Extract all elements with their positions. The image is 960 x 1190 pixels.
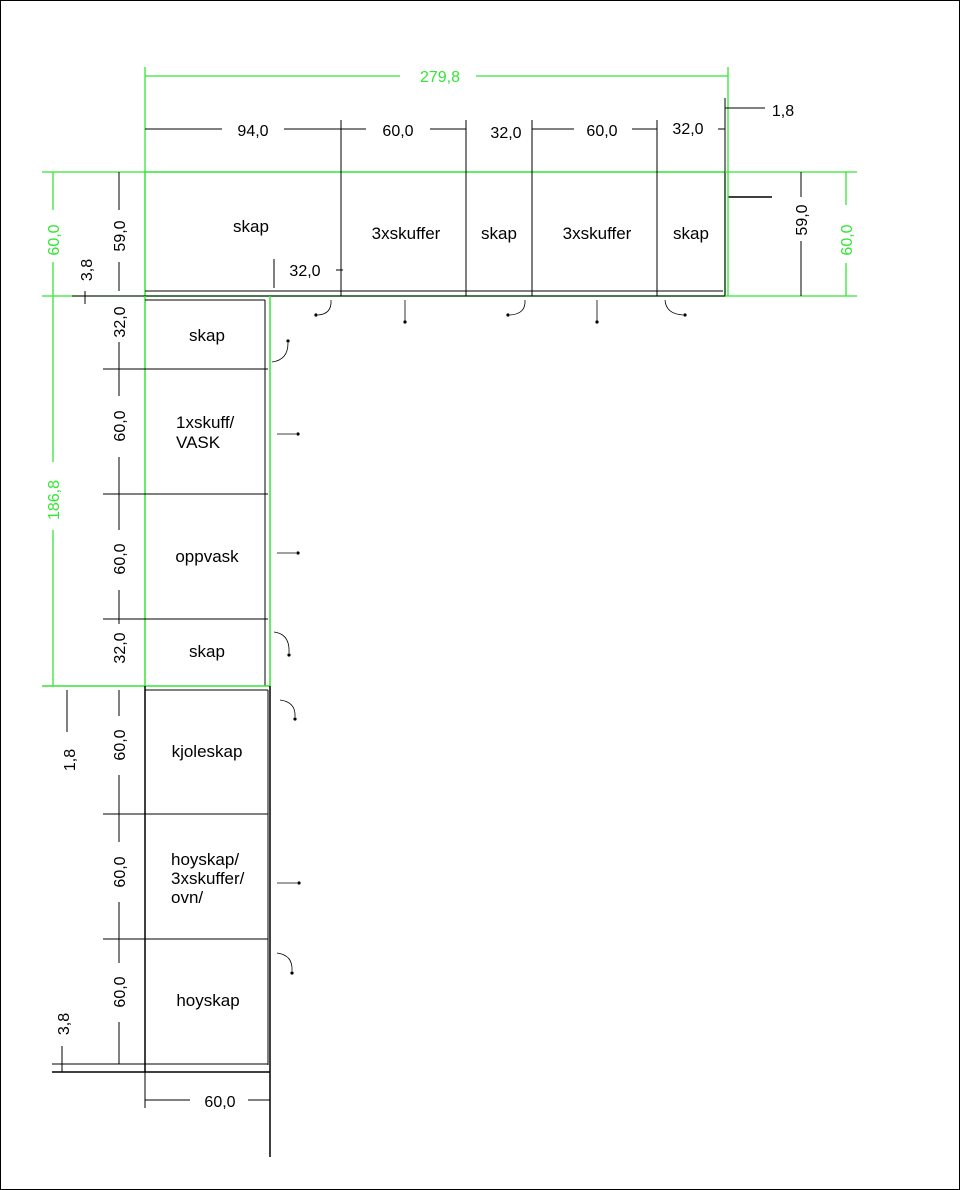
swing-arrowheads (286, 313, 686, 974)
cabinet-label-top-1: skap (233, 217, 269, 236)
cabinet-label-tall-3: hoyskap (176, 991, 240, 1010)
swing-arrow-icon (272, 343, 288, 362)
dim-tall-gap-top: 1,8 (62, 748, 79, 772)
swing-arrow-icon (665, 300, 683, 315)
dim-corner-gap: 3,8 (79, 258, 96, 282)
dim-left-seg-1: 32,0 (112, 306, 129, 338)
dim-inner-offset: 32,0 (289, 263, 321, 280)
dim-left-seg-3: 60,0 (112, 543, 129, 575)
dim-tall-gap-bottom: 3,8 (56, 1012, 73, 1036)
cabinet-label-tall-2: hoyskap/ 3xskuffer/ ovn/ (171, 850, 245, 907)
left-cabinet-run (42, 296, 270, 686)
swing-arrow-icon (318, 300, 331, 315)
dim-top-seg-3: 32,0 (490, 125, 522, 142)
dim-left-seg-4: 32,0 (112, 632, 129, 664)
dim-end-gap: 1,8 (771, 103, 795, 120)
dim-tall-seg-2: 60,0 (112, 856, 129, 888)
swing-arrow-icon (510, 300, 525, 315)
swing-arrow-icon (280, 700, 295, 717)
cabinet-label-left-3: oppvask (175, 547, 239, 566)
cabinet-label-tall-1: kjoleskap (171, 742, 243, 761)
dim-top-depth-left: 60,0 (46, 224, 63, 256)
dim-left-overall: 186,8 (46, 479, 63, 521)
dim-top-seg-4: 60,0 (586, 123, 618, 140)
swing-arrow-icon (277, 953, 292, 971)
dim-top-depth-inner-right: 59,0 (794, 204, 811, 236)
cabinet-label-top-5: skap (673, 224, 709, 243)
dim-tall-bottom-width: 60,0 (204, 1094, 236, 1111)
dim-top-seg-5: 32,0 (672, 121, 704, 138)
cabinet-label-top-3: skap (481, 224, 517, 243)
dim-left-seg-2: 60,0 (112, 410, 129, 442)
overall-width-dimension (145, 67, 728, 296)
cabinet-label-left-4: skap (189, 642, 225, 661)
dim-top-seg-1: 94,0 (237, 123, 269, 140)
top-depth-dimension-right (725, 172, 857, 296)
dim-top-depth-inner-left: 59,0 (112, 220, 129, 252)
door-swing-markers (272, 300, 683, 971)
dim-top-depth-right: 60,0 (839, 224, 856, 256)
cabinet-label-left-1: skap (189, 326, 225, 345)
cabinet-label-top-2: 3xskuffer (371, 224, 441, 243)
swing-arrow-icon (274, 632, 289, 653)
dim-tall-seg-1: 60,0 (112, 729, 129, 761)
dim-overall-width: 279,8 (419, 69, 461, 86)
dim-tall-seg-3: 60,0 (112, 976, 129, 1008)
dim-top-seg-2: 60,0 (382, 123, 414, 140)
cabinet-label-top-4: 3xskuffer (562, 224, 632, 243)
cabinet-label-left-2: 1xskuff/ VASK (176, 413, 235, 452)
